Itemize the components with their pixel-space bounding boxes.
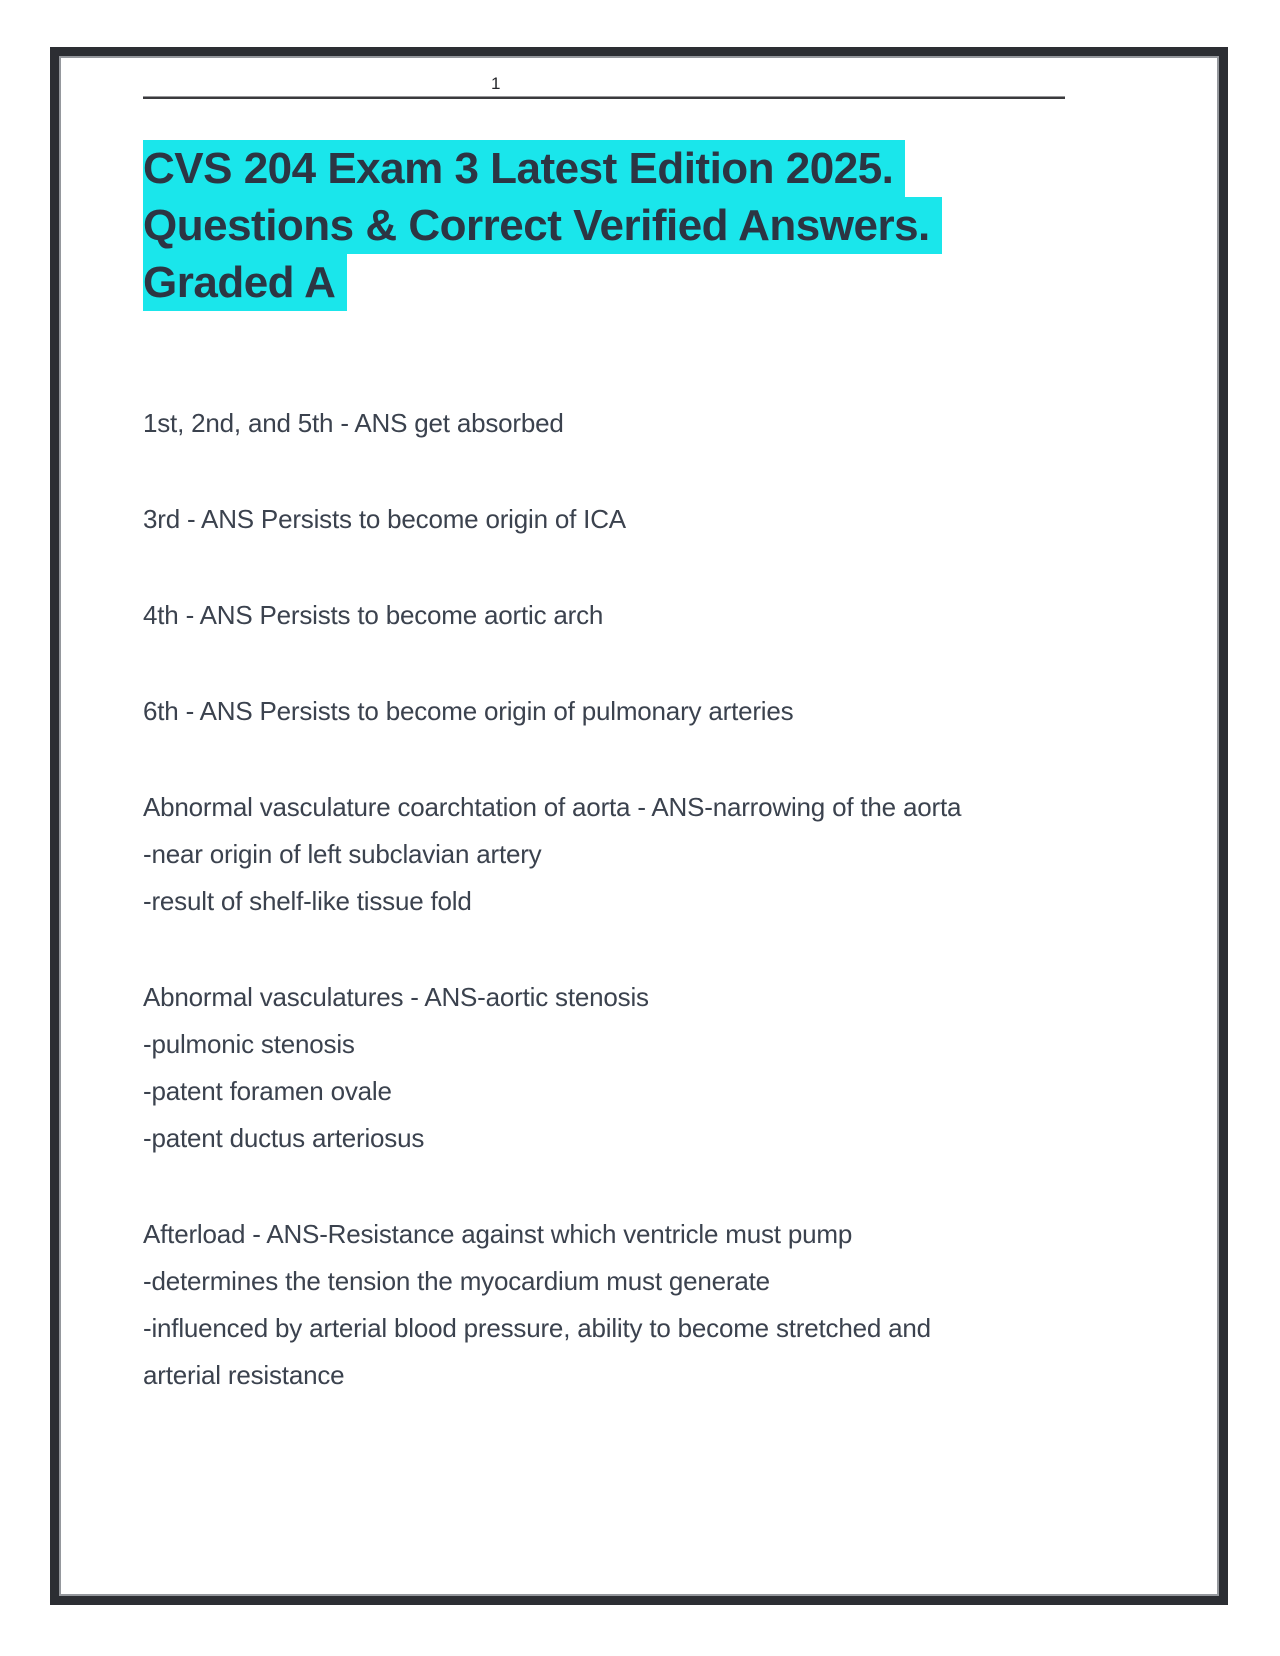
qa-paragraph-afterload bbox=[143, 1211, 1083, 1399]
title-line-3: Graded A bbox=[143, 254, 347, 311]
page-number-label: 1 bbox=[491, 74, 501, 93]
qa-line: arterial resistance bbox=[143, 1360, 345, 1390]
qa-paragraph-aortic-arches-absorbed bbox=[143, 400, 1083, 447]
document-page bbox=[50, 47, 1228, 1605]
qa-line: Afterload - ANS-Resistance against which ventricle must pump bbox=[143, 1219, 853, 1249]
qa-line: Abnormal vasculatures - ANS-aortic stenosis bbox=[143, 982, 649, 1012]
qa-paragraph-4th-arch bbox=[143, 592, 1083, 639]
document-title bbox=[143, 140, 942, 311]
qa-line: -patent ductus arteriosus bbox=[143, 1123, 425, 1153]
qa-line: -pulmonic stenosis bbox=[143, 1029, 355, 1059]
title-line-2: Questions & Correct Verified Answers. bbox=[143, 197, 942, 254]
title-line-1: CVS 204 Exam 3 Latest Edition 2025. bbox=[143, 140, 905, 197]
qa-line: 6th - ANS Persists to become origin of pulmonary arteries bbox=[143, 696, 794, 726]
document-body bbox=[143, 400, 1083, 1399]
qa-line: -determines the tension the myocardium must generate bbox=[143, 1266, 770, 1296]
qa-line: -patent foramen ovale bbox=[143, 1076, 392, 1106]
page-header bbox=[143, 72, 1065, 99]
qa-line: -influenced by arterial blood pressure, ability to become stretched and bbox=[143, 1313, 931, 1343]
qa-paragraph-coarctation bbox=[143, 784, 1083, 925]
qa-line: Abnormal vasculature coarchtation of aorta - ANS-narrowing of the aorta bbox=[143, 792, 962, 822]
qa-line: 4th - ANS Persists to become aortic arch bbox=[143, 600, 604, 630]
qa-line: 3rd - ANS Persists to become origin of ICA bbox=[143, 504, 626, 534]
qa-paragraph-abnormal-vasculatures bbox=[143, 974, 1083, 1162]
qa-line: -result of shelf-like tissue fold bbox=[143, 886, 472, 916]
header-rule bbox=[143, 96, 1065, 99]
qa-line: -near origin of left subclavian artery bbox=[143, 839, 542, 869]
qa-paragraph-6th-arch bbox=[143, 688, 1083, 735]
qa-paragraph-3rd-arch bbox=[143, 496, 1083, 543]
qa-line: 1st, 2nd, and 5th - ANS get absorbed bbox=[143, 408, 564, 438]
